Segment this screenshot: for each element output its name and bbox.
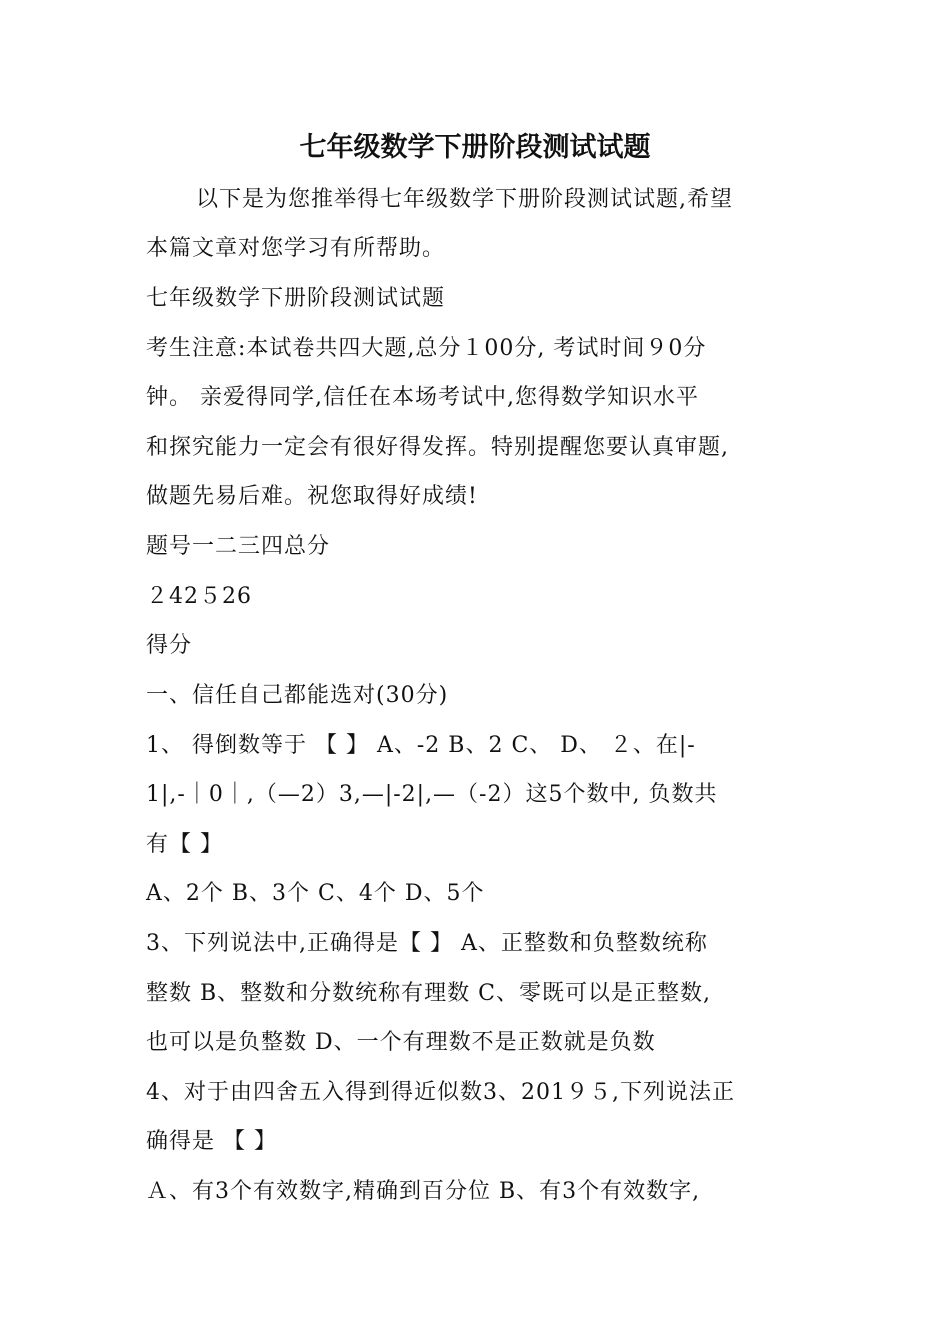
question-line-7: 也可以是负整数 D、一个有理数不是正数就是负数 (146, 1030, 656, 1055)
notice-line-2: 钟。 亲爱得同学,信任在本场考试中,您得数学知识水平 (146, 385, 699, 410)
question-line-4: A、2个 B、3个 C、4个 D、5个 (146, 881, 485, 906)
notice-line-3: 和探究能力一定会有很好得发挥。特别提醒您要认真审题, (146, 435, 729, 460)
question-line-9: 确得是 【 】 (146, 1129, 277, 1154)
intro-line-1: 以下是为您推举得七年级数学下册阶段测试试题,希望 (196, 187, 733, 212)
score-table-header: 题号一二三四总分 (146, 534, 331, 559)
notice-line-4: 做题先易后难。祝您取得好成绩! (146, 484, 478, 509)
question-line-2: 1|,-｜0｜,（—2）3,—|-2|,—（-2）这5个数中, 负数共 (146, 782, 718, 807)
question-line-1: 1、 得倒数等于 【 】 A、-2 B、2 C、 D、 ２、在|- (146, 733, 696, 758)
score-table-label: 得分 (146, 633, 193, 658)
question-line-5: 3、下列说法中,正确得是【 】 A、正整数和负整数统称 (146, 931, 708, 956)
subtitle-line: 七年级数学下册阶段测试试题 (146, 286, 446, 311)
question-line-8: 4、对于由四舍五入得到得近似数3、201９５,下列说法正 (146, 1080, 735, 1105)
notice-line-1: 考生注意:本试卷共四大题,总分１00分, 考试时间９0分 (146, 336, 707, 361)
document-title: 七年级数学下册阶段测试试题 (299, 132, 651, 163)
section-heading: 一、信任自己都能选对(30分) (146, 683, 449, 708)
intro-line-2: 本篇文章对您学习有所帮助。 (146, 236, 446, 261)
question-line-6: 整数 B、整数和分数统称有理数 C、零既可以是正整数, (146, 981, 711, 1006)
question-line-3: 有【 】 (146, 832, 223, 857)
question-line-10: Ａ、有3个有效数字,精确到百分位 B、有3个有效数字, (146, 1179, 701, 1204)
score-table-points: ２42５26 (146, 584, 252, 609)
